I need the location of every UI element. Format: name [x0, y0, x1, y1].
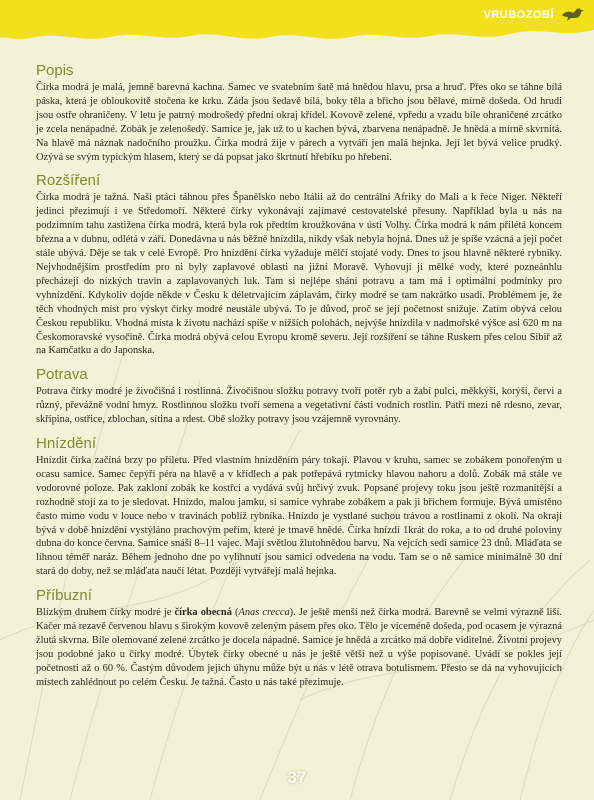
- section-rozsireni: [36, 172, 562, 358]
- section-text: Čírka modrá je tažná. Naši ptáci táhnou přes Španělsko nebo Itálii až do centrální Afriky do Mali a k řece Niger. Někteří jedinci přezimují i ve Středomoří. Některé čírky vykonávají zajímavé cestovatelské přesuny. Například byla u nás na podzimním tahu zastižena čírka modrá, která byla rok předtím kroužkována v ústí Volhy. Čírka modrá k nám přilétá koncem března a v dubnu, odlétá v září. Donedávna u nás běžně hnízdila, nikdy však nebyla hojná. Dnes už je spíše vzácná a její počet stále ubývá. Děje se tak v celé Evropě. Pro hnízdění čírka vyžaduje mělčí stojaté vody. Dnes to jsou hlavně některé rybníky. Nejvhodnějším prostředím pro ni byly zaplavové oblasti na jižní Moravě. Vyhovují jí mělké vody, které pozneánhlu přecházejí do nízkých travin a zaplavovaných luk. Tam si nejlépe shání potravu a tam má i optimální podmínky pro vyhnízdění. Kdykoliv dojde někde v Česku k déletrvajícím záplavám, čírky modré se tam nakrátko usadí. Problémem je, že těch vhodných míst pro výskyt čírky modré neustále ubývá. To je důvod, proč se její početnost snižuje. Zatím obývá celou Českou republiku. Vhodná místa k životu nachází spíše v nížších polohách, nejvýše hnízdila v nadmořské výšce asi 620 m na Českomoravské vysočině. Čírka modrá obývá celou Evropu kromě severu. Její rozšíření se táhne Ruskem přes celou Sibiř až na Kamčatku a do Japonska.: [36, 192, 562, 357]
- text-run: ). Je ještě menší než čírka modrá. Barevně se velmi výrazně liší. Kačer má rezavě červenou hlavu s širokým kovově zeleným pásem přes oko. Tělo je víceméně došeda, pod ocasem je výrazná žlutá skvrna. Bíle olemované zelené zrcátko je docela nápadné. Samice je hnědá a zrcátko má dobře viditelné. Životní projevy jsou podobné jako u čírky modré. Úbytek čírky obecné u nás je ještě větší než u výše popisované. Uvádí se pokles její početnosti až o 60 %. Častým důvodem jejich úhynu může být u nás v létě otrava botulismem. Přesto se dá na vyhovujících místech zahlédnout po celém Česku. Je tažná. Často u nás také přezimuje.: [36, 607, 562, 688]
- section-heading: Potrava: [36, 366, 88, 384]
- section-pribuzni: [36, 587, 562, 689]
- section-text: Potrava čírky modré je živočišná i rostlinná. Živočišnou složku potravy tvoří potěr ryb a žabí pulci, měkkýši, korýši, červi a různý, převážně vodní hmyz. Rostlinnou složku tvoří semena a vegetativní části vodních rostlin. Patří mezi ně rdesno, zevar, skřípina, ostřice, zblochan, sítina a rdest. Obě složky potravy jsou vzájemně vyrovnány.: [36, 386, 562, 426]
- section-text: [36, 606, 562, 689]
- page-number: 37: [287, 768, 307, 787]
- text-run: (: [231, 607, 239, 619]
- section-text: Čírka modrá je malá, jemně barevná kachna. Samec ve svatebním šatě má hnědou hlavu, prsa a hruď. Přes oko se táhne bílá páska, která je obloukovitě stočena ke krku. Záda jsou šedavě bílá, boky těla a břicho jsou bělavé, mírně došeda. Od hrudi jsou ostře ohraničeny. V letu je patrný modrošedý přední okraj křídel. Kovově zelené, vpředu a vzadu bíle ohraničené zrcátko je zcela nenápadné. Zobák je zelenošedý. Samice je, jak už to u kachen bývá, zbarvena nenápadně. Je hnědá a mírně skvrnitá. Na hlavě má náznak nadočního proužku. Čírka modrá žije v párech a vytváří jen malá hejnka. Její let bývá velice prudký. Ozývá se svým typickým hlasem, který se dá popsat jako škrtnutí hřebíku po hřebeni.: [36, 82, 562, 163]
- section-heading: Rozšíření: [36, 172, 101, 190]
- section-hnizdeni: [36, 435, 562, 579]
- section-text: Hnízdit čírka začíná brzy po příletu. Před vlastním hnízděním páry tokají. Plavou v kruhu, samec se zobákem ponořeným u ocasu samice. Samec čepýří péra na hlavě a v křídlech a pak potřepává rytmicky hlavou nahoru a dolů. Zobák má stále ve vodorovné poloze. Pak zakloní zobák ke kostřci a vydává svůj hrčivý zvuk. Popsané projevy toku jsou ještě rozmanitější a rozhodně stojí za to je sledovat. Hnízdo, malou jamku, si samice vyhrabe zobákem a pak ji břichem formuje. Bývá umístěno často mimo vodu v louce nebo v travinách poblíž rybníka. Hnízdo je vystlané suchou trávou a rostlinami z okolí. Na okraji bývá v době hnízdění vystýláno prachovým peřím, které je tmavě hnědé. Čírka hnízdí 1krát do roka, a to od druhé poloviny dubna do konce června. Samice snáší 8–11 vajec. Mají světlou žlutohnědou barvu. Na vejcích sedí samice 23 dnů. Mláďata se líhnou téměř naráz. Během jednoho dne po vylíhnutí jsou samicí odvedena na vodu. Tam se o ně samice minimálně 30 dní stará do doby, než se mláďata naučí létat. Později vytvářejí malá hejnka.: [36, 455, 562, 578]
- latin-name: Anas crecca: [238, 607, 290, 619]
- section-heading: Hnízdění: [36, 435, 97, 453]
- section-potrava: [36, 366, 562, 427]
- text-run: Blízkým druhem čírky modré je: [36, 607, 175, 619]
- section-popis: [36, 62, 562, 164]
- section-heading: Popis: [36, 62, 74, 79]
- article-body: [36, 62, 562, 698]
- bird-icon: [560, 5, 586, 23]
- chapter-label: VRUBOZOBÍ: [483, 9, 554, 21]
- header-band: [0, 0, 594, 46]
- species-name-bold: čírka obecná: [174, 607, 232, 619]
- section-heading: Příbuzní: [36, 587, 92, 605]
